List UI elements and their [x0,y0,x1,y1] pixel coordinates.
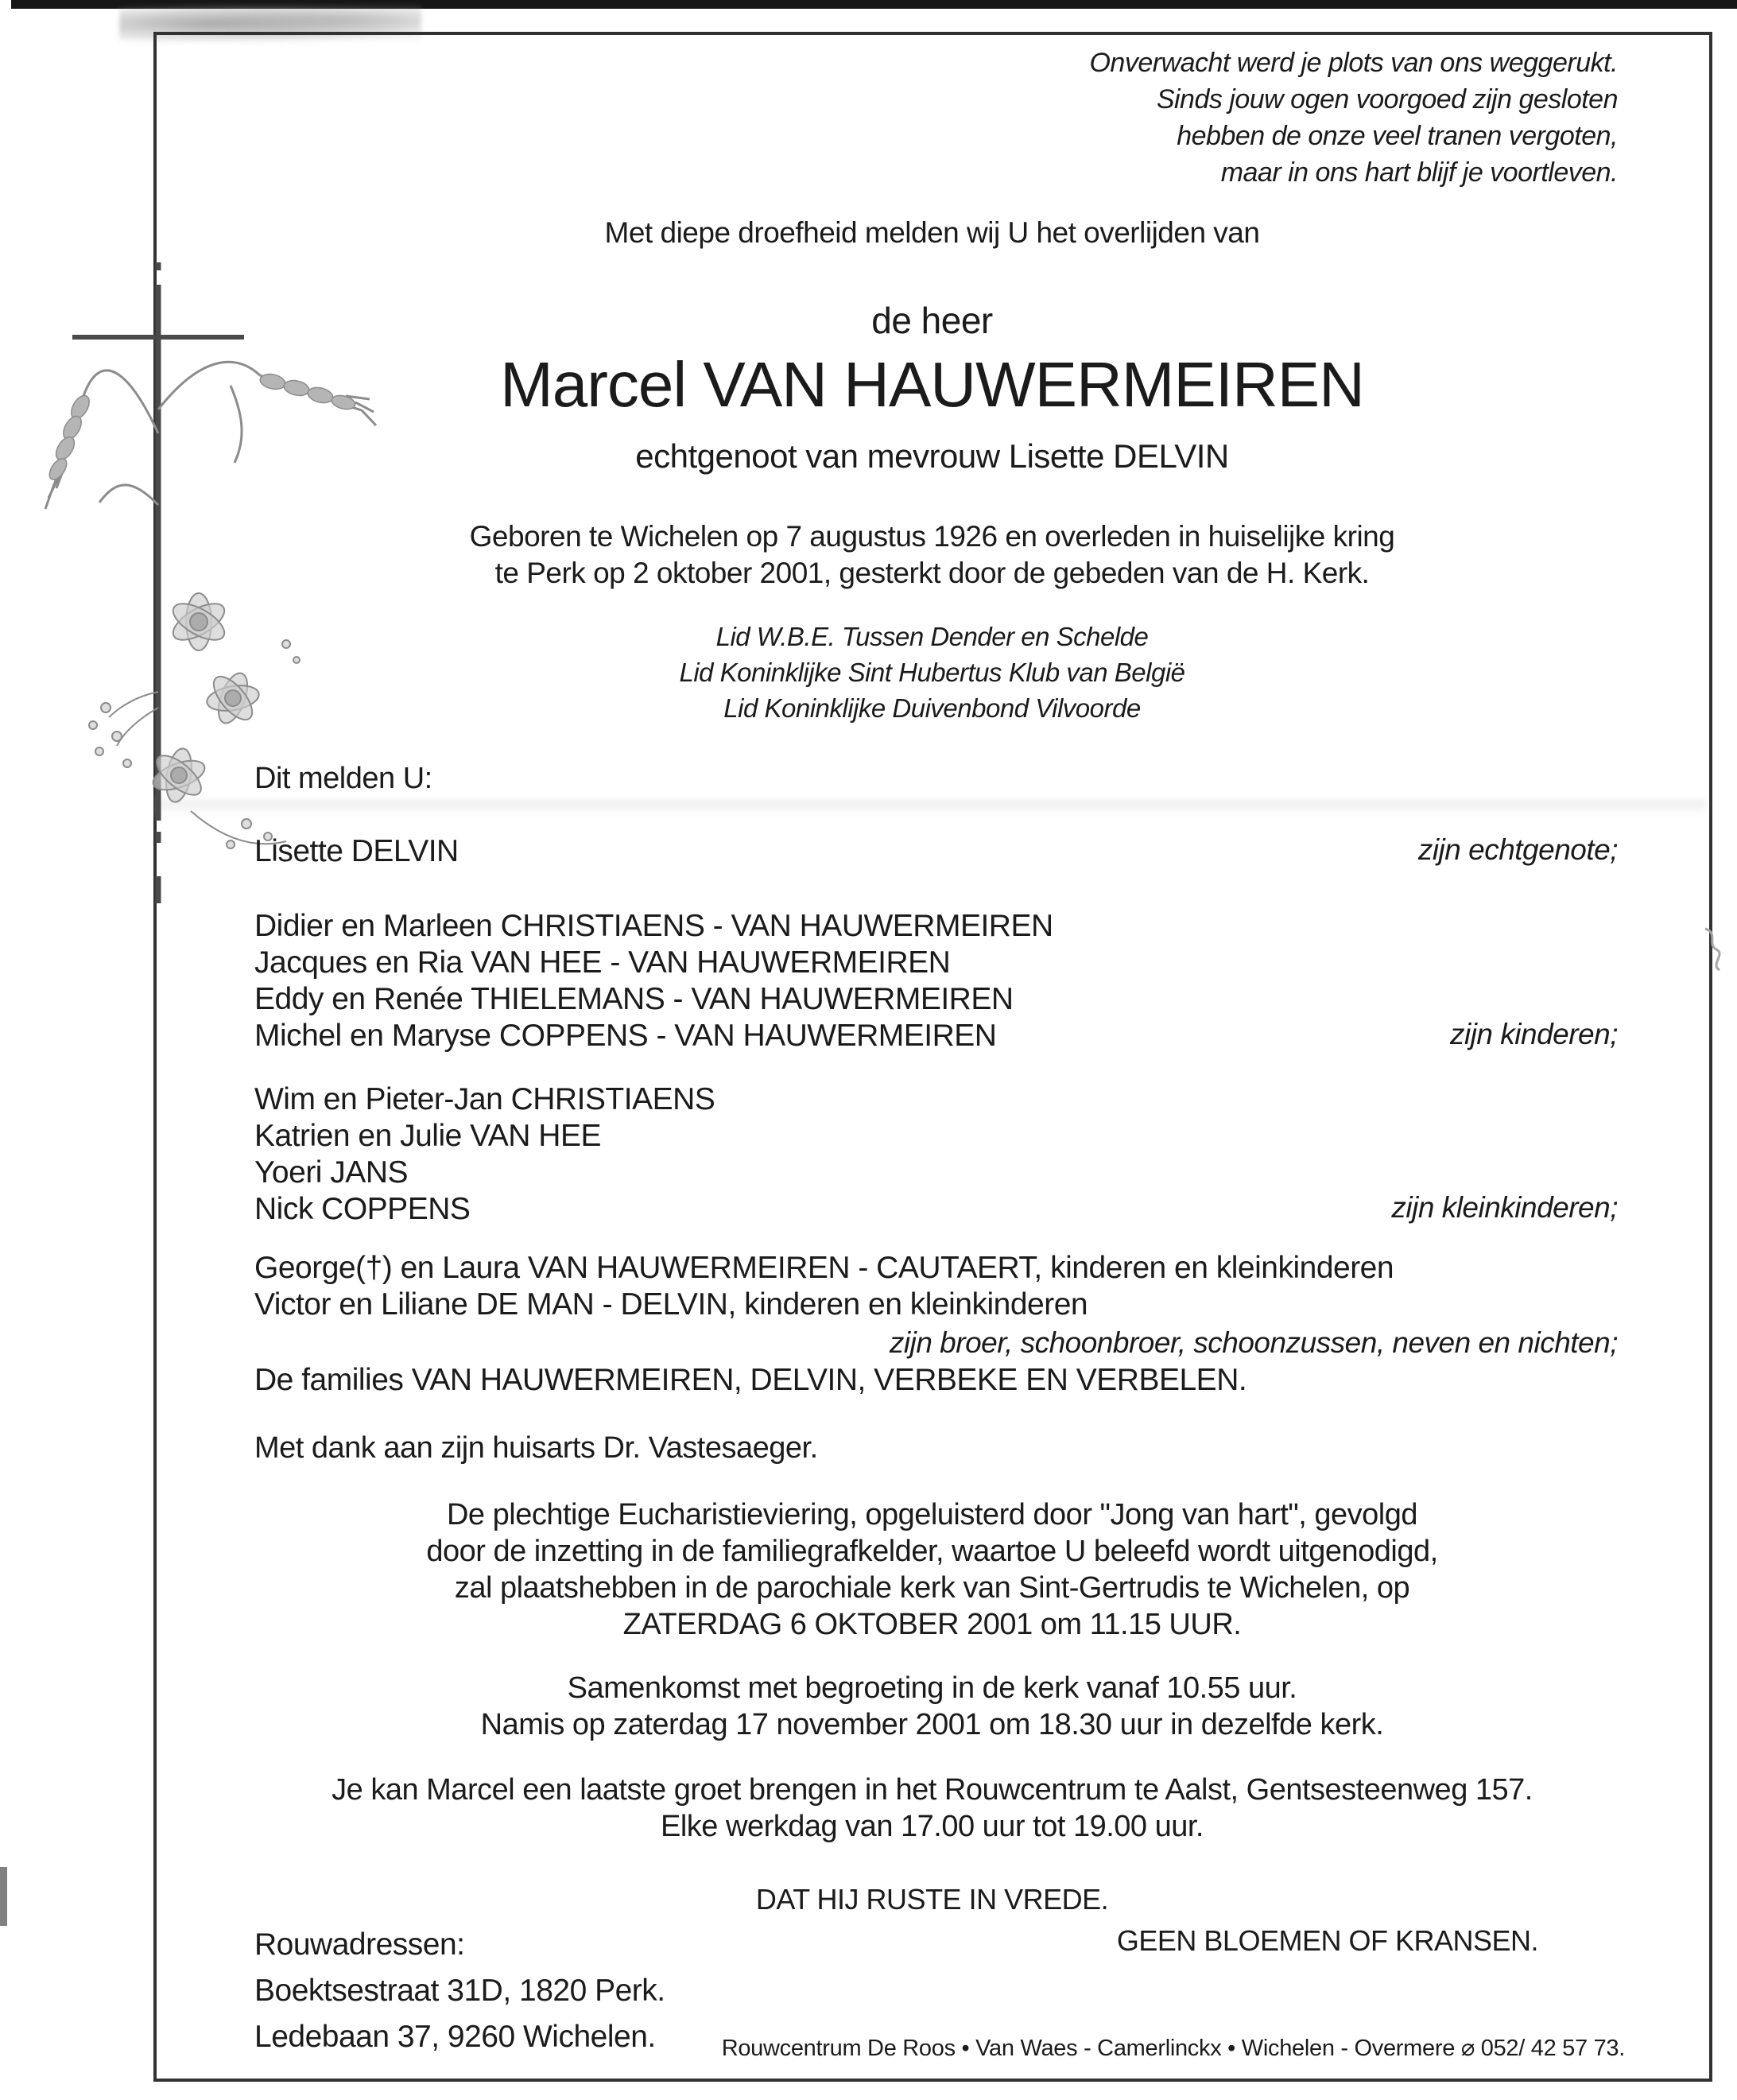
mourner-name: Victor en Liliane DE MAN - DELVIN, kinderen en kleinkinderen [254,1287,1088,1322]
funeral-home-phone: 052/ 42 57 73. [1480,2036,1625,2061]
membership-line: Lid Koninklijke Duivenbond Vilvoorde [723,693,1141,723]
funeral-home-footer [722,2034,1625,2062]
mourning-addresses-heading: Rouwadressen: [254,1927,465,1962]
mourner-name: Wim en Pieter-Jan CHRISTIAENS [254,1082,715,1116]
service-line: zal plaatshebben in de parochiale kerk van Sint-Gertrudis te Wichelen, op [454,1571,1410,1605]
deceased-name: Marcel VAN HAUWERMEIREN [500,349,1364,420]
service-date-line: ZATERDAG 6 OKTOBER 2001 om 11.15 UUR. [622,1608,1242,1641]
families-line: De families VAN HAUWERMEIREN, DELVIN, VERBEKE EN VERBELEN. [254,1363,1247,1397]
mourners-heading: Dit melden U: [254,762,432,795]
mourner-name: Jacques en Ria VAN HEE - VAN HAUWERMEIREN [254,945,951,980]
no-flowers-line: GEEN BLOEMEN OF KRANSEN. [1116,1924,1538,1957]
mourner-name: Katrien en Julie VAN HEE [254,1119,601,1153]
mourner-name: Didier en Marleen CHRISTIAENS - VAN HAUWERMEIREN [254,909,1053,943]
life-dates [155,518,1709,592]
poem-line: Onverwacht werd je plots van ons weggerukt. [1089,48,1618,78]
phone-icon: ⌀ [1460,2034,1475,2061]
mourner-spouse-name: Lisette DELVIN [254,834,459,868]
mourner-name: Nick COPPENS [254,1192,471,1226]
salutation: de heer [871,300,993,341]
fold-crease [157,795,1706,816]
scan-edge-mark [0,1867,7,1926]
gathering-line: Samenkomst met begroeting in de kerk vanaf 10.55 uur. [567,1671,1297,1705]
mourner-name: Yoeri JANS [254,1155,408,1190]
relation-children: zijn kinderen; [1449,1018,1618,1050]
visitation-details [155,1772,1709,1845]
mourning-address: Ledebaan 37, 9260 Wichelen. [254,2020,656,2054]
gathering-details [155,1670,1709,1743]
rest-in-peace-line: DAT HIJ RUSTE IN VREDE. [755,1883,1109,1916]
relation-spouse: zijn echtgenote; [1417,833,1618,866]
announcement-intro: Met diepe droefheid melden wij U het overlijden van [604,216,1260,249]
service-details [155,1496,1709,1643]
relation-grandchildren: zijn kleinkinderen; [1391,1191,1618,1224]
funeral-home-name: Rouwcentrum De Roos • Van Waes - Camerlinckx • Wichelen - Overmere [721,2036,1456,2061]
poem-line: hebben de onze veel tranen vergoten, [1177,121,1618,151]
mourner-name: Eddy en Renée THIELEMANS - VAN HAUWERMEIREN [254,982,1014,1016]
mourners-children [254,908,1053,1054]
mourners-extended-family [254,1250,1394,1323]
gathering-line: Namis op zaterdag 17 november 2001 om 18.30 uur in dezelfde kerk. [480,1708,1384,1741]
thanks-line: Met dank aan zijn huisarts Dr. Vastesaeger. [254,1431,818,1465]
mourners-grandchildren [254,1081,715,1228]
membership-line: Lid Koninklijke Sint Hubertus Klub van België [679,658,1185,687]
visitation-line: Elke werkdag van 17.00 uur tot 19.00 uur. [661,1810,1204,1843]
scan-squiggle [1699,921,1731,976]
membership-line: Lid W.B.E. Tussen Dender en Schelde [715,622,1149,651]
life-dates-line: te Perk op 2 oktober 2001, gesterkt door de gebeden van de H. Kerk. [494,557,1370,589]
service-line: De plechtige Eucharistieviering, opgeluisterd door "Jong van hart", gevolgd [446,1498,1417,1531]
opening-poem [1089,45,1618,191]
mourner-name: Michel en Maryse COPPENS - VAN HAUWERMEIREN [254,1019,997,1053]
life-dates-line: Geboren te Wichelen op 7 augustus 1926 en overleden in huiselijke kring [469,520,1395,553]
poem-line: maar in ons hart blijf je voortleven. [1220,157,1618,188]
spouse-of-line: echtgenoot van mevrouw Lisette DELVIN [635,437,1229,475]
visitation-line: Je kan Marcel een laatste groet brengen in het Rouwcentrum te Aalst, Gentsesteenweg 157. [332,1773,1533,1807]
mourner-name: George(†) en Laura VAN HAUWERMEIREN - CAUTAERT, kinderen en kleinkinderen [254,1251,1394,1285]
relation-extended-family: zijn broer, schoonbroer, schoonzussen, neven en nichten; [889,1326,1618,1359]
service-line: door de inzetting in de familiegrafkelder, waartoe U beleefd wordt uitgenodigd, [426,1535,1438,1568]
poem-line: Sinds jouw ogen voorgoed zijn gesloten [1156,84,1618,115]
memberships [155,619,1709,726]
mourning-address: Boektsestraat 31D, 1820 Perk. [254,1974,665,2008]
